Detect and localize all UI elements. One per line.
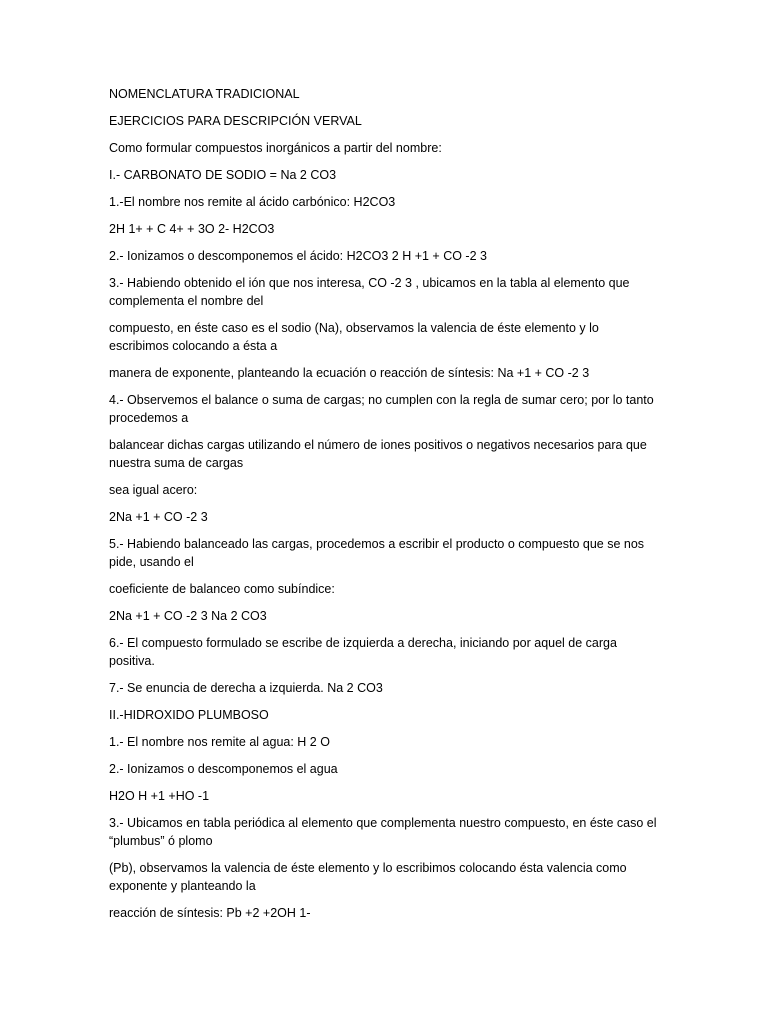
paragraph: manera de exponente, planteando la ecuación o reacción de síntesis: Na +1 + CO -2 3 [109, 366, 590, 380]
paragraph: 3.- Ubicamos en tabla periódica al elemento que complementa nuestro compuesto, en éste caso el “plumbus” ó plomo [109, 816, 657, 848]
document-subtitle: EJERCICIOS PARA DESCRIPCIÓN VERVAL [109, 114, 362, 128]
paragraph: 7.- Se enuncia de derecha a izquierda. Na 2 CO3 [109, 681, 383, 695]
paragraph: 1.-El nombre nos remite al ácido carbónico: H2CO3 [109, 195, 396, 209]
paragraph: 1.- El nombre nos remite al agua: H 2 O [109, 735, 330, 749]
paragraph: 4.- Observemos el balance o suma de cargas; no cumplen con la regla de sumar cero; por lo tanto procedemos a [109, 393, 654, 425]
equation-line: H2O H +1 +HO -1 [109, 789, 210, 803]
paragraph: 3.- Habiendo obtenido el ión que nos interesa, CO -2 3 , ubicamos en la tabla al elemento que complementa el nombre del [109, 276, 630, 308]
equation-line: 2Na +1 + CO -2 3 Na 2 CO3 [109, 609, 267, 623]
paragraph: (Pb), observamos la valencia de éste elemento y lo escribimos colocando ésta valencia como exponente y planteando la [109, 861, 627, 893]
paragraph: sea igual acero: [109, 483, 198, 497]
paragraph: 6.- El compuesto formulado se escribe de izquierda a derecha, iniciando por aquel de carga positiva. [109, 636, 617, 668]
paragraph: coeficiente de balanceo como subíndice: [109, 582, 335, 596]
paragraph: 5.- Habiendo balanceado las cargas, procedemos a escribir el producto o compuesto que se nos pide, usando el [109, 537, 645, 569]
paragraph: Como formular compuestos inorgánicos a partir del nombre: [109, 141, 442, 155]
equation-line: 2Na +1 + CO -2 3 [109, 510, 208, 524]
equation-line: 2H 1+ + C 4+ + 3O 2- H2CO3 [109, 222, 275, 236]
paragraph: 2.- Ionizamos o descomponemos el agua [109, 762, 338, 776]
paragraph: balancear dichas cargas utilizando el número de iones positivos o negativos necesarios para que nuestra suma de cargas [109, 438, 647, 470]
section-heading: I.- CARBONATO DE SODIO = Na 2 CO3 [109, 168, 337, 182]
document-title: NOMENCLATURA TRADICIONAL [109, 87, 300, 101]
section-heading: II.-HIDROXIDO PLUMBOSO [109, 708, 269, 722]
paragraph: compuesto, en éste caso es el sodio (Na), observamos la valencia de éste elemento y lo escribimos colocando a ésta a [109, 321, 599, 353]
paragraph: reacción de síntesis: Pb +2 +2OH 1- [109, 906, 311, 920]
paragraph: 2.- Ionizamos o descomponemos el ácido: H2CO3 2 H +1 + CO -2 3 [109, 249, 487, 263]
